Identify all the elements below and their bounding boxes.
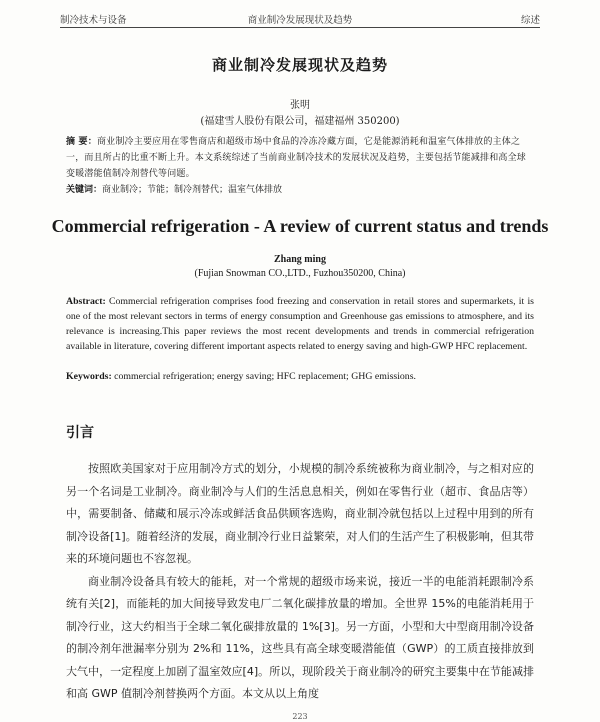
paragraph-2: 商业制冷设备具有较大的能耗，对一个常规的超级市场来说，接近一半的电能消耗跟制冷系统有关[2]，而能耗的加大间接导致发电厂二氧化碳排放量的增加。全世界 15%的电能消耗用于制冷行业，这大约相当于全球二氧化碳排放量的 1%[3]。另一方面，小型和大中型商用制冷设备的制冷剂年泄漏率分别为 2%和 11%，这些具有高全球变暖潜能值（GWP）的工质直接排放到大气中，一定程度上加剧了温室效应[4]。所以，现阶段关于商业制冷的研究主要集中在节能减排和高 GWP 值制冷剂替换两个方面。本文从以上角度	[66, 574, 534, 700]
chinese-abstract-text: 商业制冷主要应用在零售商店和超级市场中食品的冷冻冷藏方面，它是能源消耗和温室气体排放的主体之一，而且所占的比重不断上升。本文系统综述了当前商业制冷技术的发展状况及趋势，主要包括节能减排和高全球变暖潜能值制冷剂替代等问题。	[66, 137, 527, 179]
english-abstract-label: Abstract:	[66, 296, 106, 307]
chinese-keywords-label: 关键词：	[66, 185, 103, 195]
chinese-abstract	[66, 134, 534, 182]
running-header	[60, 12, 540, 26]
header-journal: 制冷技术与设备	[60, 15, 127, 26]
chinese-keywords-text: 商业制冷；节能；制冷剂替代；温室气体排放	[102, 185, 283, 195]
english-author: Zhang ming	[274, 254, 326, 265]
section-heading-introduction: 引言	[66, 425, 94, 441]
chinese-affiliation: (福建雪人股份有限公司，福建福州 350200)	[200, 116, 400, 127]
english-keywords-label: Keywords:	[66, 371, 112, 382]
header-article-title: 商业制冷发展现状及趋势	[247, 15, 353, 26]
english-abstract	[66, 294, 534, 354]
body-text	[66, 458, 534, 706]
english-abstract-text: Commercial refrigeration comprises food freezing and conservation in retail stores and supermarkets, it is one of the most relevant sectors in terms of energy consumption and Greenhouse gas emissions to atmosphere, and its relevance is increasing.This paper reviews the most recent developments and trends in commercial refrigeration available in literature, covering different important aspects related to energy saving and high-GWP HFC replacement.	[66, 296, 534, 352]
chinese-keywords	[66, 182, 534, 198]
chinese-title: 商业制冷发展现状及趋势	[211, 56, 388, 74]
english-keywords-text: commercial refrigeration; energy saving; HFC replacement; GHG emissions.	[111, 371, 416, 382]
page-number: 223	[292, 712, 308, 721]
chinese-author: 张明	[290, 100, 310, 111]
header-section: 综述	[520, 15, 540, 26]
chinese-abstract-label: 摘 要：	[66, 137, 97, 147]
english-keywords	[66, 370, 534, 384]
header-divider	[60, 27, 540, 28]
english-affiliation: (Fujian Snowman CO.,LTD., Fuzhou350200, China)	[194, 268, 406, 279]
english-title: Commercial refrigeration - A review of current status and trends	[51, 216, 549, 236]
paragraph-1: 按照欧美国家对于应用制冷方式的划分，小规模的制冷系统被称为商业制冷，与之相对应的另一个名词是工业制冷。商业制冷与人们的生活息息相关，例如在零售行业（超市、食品店等）中，需要制备、储藏和展示冷冻或鲜活食品供顾客选购，商业制冷就包括以上过程中用到的所有制冷设备[1]。随着经济的发展，商业制冷行业日益繁荣，对人们的生活产生了积极影响，但其带来的环境问题也不容忽视。	[66, 462, 534, 565]
